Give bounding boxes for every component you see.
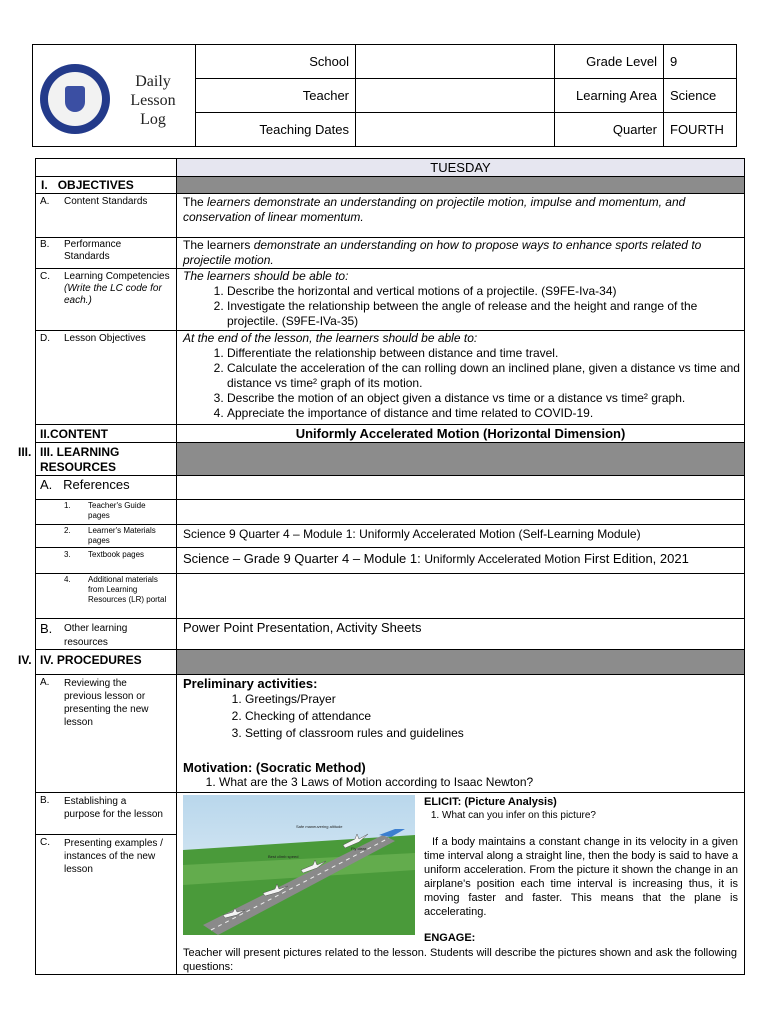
- ref-1-num: 1.: [64, 501, 71, 510]
- purpose-label: Establishing a purpose for the lesson: [64, 796, 163, 820]
- performance-standards-text: The learners demonstrate an understanding on how to propose ways to enhance sports related to projectile motion.: [183, 238, 702, 267]
- area-value: Science: [664, 79, 737, 113]
- elicit-item: 1. What can you infer on this picture?: [442, 809, 738, 823]
- other-resources-value: Power Point Presentation, Activity Sheets: [183, 620, 422, 635]
- day-label: TUESDAY: [430, 160, 491, 175]
- resources-band: [177, 443, 744, 475]
- elicit-section: ELICIT: (Picture Analysis) 1. What can you infer on this picture? If a body maintains a constant change in its velocity in a given time interval along a straight line, then the body is said to have a uniform acceleration. From the picture it shown the change in an airplane's position each time interval is increasing thus, it is moving faster and faster. This means that the plane is accelerating. ENGAGE:: [424, 795, 738, 945]
- teacher-value: [356, 79, 555, 113]
- row-d-letter: D.: [40, 333, 50, 344]
- objective-item: 1. Differentiate the relationship between distance and time travel.: [227, 346, 741, 361]
- textbook-label: Textbook pages: [88, 550, 145, 559]
- day-header: [177, 159, 744, 177]
- row-b-letter: B.: [40, 239, 50, 250]
- resources-outer-num: III.: [18, 445, 32, 459]
- learning-competencies-text: The learners should be able to: 1. Describe the horizontal and vertical motions of a projectile. (S9FE-Iva-34) 2. Investigate the relationship between the angle of release and the height and range of the projectile. (S9FE-IVa-35): [183, 269, 741, 329]
- lesson-objectives-text: At the end of the lesson, the learners should be able to: 1. Differentiate the relationship between distance and time travel. 2. Calculate the acceleration of the can rolling down an inclined plane, given a distance vs time and distance vs time² graph of its motion. 3. Describe the motion of an object given a distance vs time or a distance vs time² graph. 4. Appreciate the importance of distance and time related to COVID-19.: [183, 331, 741, 421]
- school-value: [356, 45, 555, 79]
- lr-portal-label: Additional materials from Learning Resources (LR) portal: [88, 575, 167, 604]
- lesson-objectives-label: Lesson Objectives: [64, 333, 146, 344]
- learners-materials-label: Learner's Materials pages: [88, 526, 156, 545]
- competency-item: 2. Investigate the relationship between the angle of release and the height and range of the projectile. (S9FE-IVa-35): [227, 299, 741, 329]
- procedures-band: [177, 650, 744, 674]
- content-label: II.CONTENT: [40, 427, 108, 441]
- content-title: Uniformly Accelerated Motion (Horizontal Dimension): [295, 426, 626, 441]
- objectives-band: [177, 177, 744, 193]
- logo-title: Daily Lesson Log: [130, 73, 176, 128]
- quarter-label: Quarter: [555, 113, 664, 147]
- svg-text:Best climb speed: Best climb speed: [268, 854, 299, 859]
- learning-competencies-label: Learning Competencies (Write the LC code for each.): [64, 271, 170, 306]
- reviewing-lesson-label: Reviewing the previous lesson or presenting the new lesson: [64, 678, 149, 728]
- motivation-item: 1. What are the 3 Laws of Motion according to Isaac Newton?: [219, 775, 738, 790]
- procedures-heading: IV. PROCEDURES: [40, 653, 142, 667]
- proc-a-letter: A.: [40, 677, 50, 688]
- proc-c-letter: C.: [40, 837, 50, 848]
- motivation: Motivation: (Socratic Method) 1. What are the 3 Laws of Motion according to Isaac Newton?: [183, 760, 738, 790]
- preliminary-activities: Preliminary activities: 1. Greetings/Prayer 2. Checking of attendance 3. Setting of classroom rules and guidelines: [183, 676, 738, 742]
- row-c-letter: C.: [40, 271, 50, 282]
- airplane-takeoff-picture: [183, 795, 415, 935]
- prelim-item: 2. Checking of attendance: [245, 708, 738, 725]
- ref-2-num: 2.: [64, 526, 71, 535]
- prelim-item: 1. Greetings/Prayer: [245, 691, 738, 708]
- grade-label: Grade Level: [555, 45, 664, 79]
- engage-title: ENGAGE:: [424, 932, 476, 944]
- deped-seal-icon: [40, 64, 110, 134]
- quarter-value: FOURTH: [664, 113, 737, 147]
- ref-3-num: 3.: [64, 550, 71, 559]
- resources-heading: III. LEARNING RESOURCES: [40, 445, 120, 474]
- dates-value: [356, 113, 555, 147]
- svg-text:Safe maneuvering altitude: Safe maneuvering altitude: [296, 824, 343, 829]
- ref-4-num: 4.: [64, 575, 71, 584]
- procedures-outer-num: IV.: [18, 653, 32, 667]
- proc-b-letter: B.: [40, 795, 50, 806]
- learners-materials-value: Science 9 Quarter 4 – Module 1: Uniformly Accelerated Motion (Self-Learning Module): [183, 527, 641, 541]
- dates-label: Teaching Dates: [196, 113, 356, 147]
- textbook-value: Science – Grade 9 Quarter 4 – Module 1: Uniformly Accelerated Motion First Edition, 2021: [183, 551, 689, 566]
- engage-text: Teacher will present pictures related to the lesson. Students will describe the pictures shown and ask the following questions:: [183, 947, 737, 973]
- references-label: A. References: [40, 477, 130, 492]
- other-resources-label: Other learning resources: [64, 623, 128, 648]
- performance-standards-label: Performance Standards: [64, 239, 122, 262]
- objective-item: 2. Calculate the acceleration of the can rolling down an inclined plane, given a distance vs time and distance vs time² graph of its motion.: [227, 361, 741, 391]
- teachers-guide-label: Teacher's Guide pages: [88, 501, 146, 520]
- content-standards-text: The learners demonstrate an understanding on projectile motion, impulse and momentum, and conservation of linear momentum.: [183, 195, 686, 224]
- objective-item: 4. Appreciate the importance of distance and time related to COVID-19.: [227, 406, 741, 421]
- row-b2-letter: B.: [40, 621, 53, 636]
- competency-item: 1. Describe the horizontal and vertical motions of a projectile. (S9FE-Iva-34): [227, 284, 741, 299]
- prelim-item: 3. Setting of classroom rules and guidelines: [245, 725, 738, 742]
- elicit-paragraph: If a body maintains a constant change in its velocity in a given time interval along a straight line, then the body is said to have a uniform acceleration. From the picture it shown the change in an airplane's position each time interval is increasing thus, it is moving faster and faster. This means that the plane is accelerating.: [424, 836, 738, 918]
- objectives-heading: I. OBJECTIVES: [41, 178, 134, 192]
- school-label: School: [196, 45, 356, 79]
- content-standards-label: Content Standards: [64, 196, 148, 207]
- svg-text:Fly clear: Fly clear: [351, 846, 367, 851]
- area-label: Learning Area: [555, 79, 664, 113]
- grade-value: 9: [664, 45, 737, 79]
- row-a-letter: A.: [40, 196, 50, 207]
- examples-label: Presenting examples / instances of the new lesson: [64, 838, 163, 875]
- objective-item: 3. Describe the motion of an object given a distance vs time or a distance vs time² graph.: [227, 391, 741, 406]
- teacher-label: Teacher: [196, 79, 356, 113]
